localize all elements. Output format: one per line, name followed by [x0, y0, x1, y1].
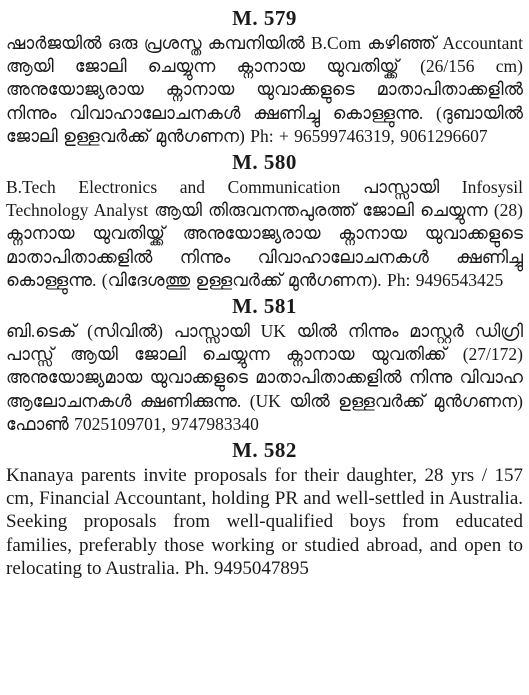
listing-m581: [6, 292, 523, 436]
listing-text: Knanaya parents invite proposals for their daughter, 28 yrs / 157 cm, Financial Accountant, holding PR and well-settled in Australia. Seeking proposals from well-qualified boys from educated families, preferably those working or studied abroad, and open to relocating to Australia. Ph. 9495047895: [6, 465, 523, 579]
listing-m579: [6, 4, 523, 148]
listing-id: M. 582: [232, 438, 297, 463]
listing-id: M. 580: [232, 150, 297, 175]
listing-id: M. 579: [232, 6, 297, 30]
listing-text: B.Tech Electronics and Communication പാസ്സായി Infosysil Technology Analyst ആയി തിരുവനന്തപുരത്ത് ജോലി ചെയ്യുന്ന (28) ക്നാനായ യുവതിയ്ക്ക് അനുയോജ്യരായ ക്നാനായ യുവാക്കളുടെ മാതാപിതാക്കളിൽ നിന്നും വിവാഹാലോചനകൾ ക്ഷണിച്ചു കൊള്ളുന്നു. (വിദേശത്തു ഉള്ളവർക്ക് മുൻഗണന). Ph: 9496543425: [6, 177, 523, 290]
listing-m582: [6, 436, 523, 580]
listing-text: ബി.ടെക് (സിവിൽ) പാസ്സായി UK യിൽ നിന്നും മാസ്റ്റർ ഡിഗ്രി പാസ്സ് ആയി ജോലി ചെയ്യുന്ന ക്നാനായ യുവതിക്ക് (27/172) അനുയോജ്യമായ യുവാക്കളുടെ മാതാപിതാക്കളിൽ നിന്നു വിവാഹ ആലോചനകൾ ക്ഷണിക്കുന്നു. (UK യിൽ ഉള്ളവർക്ക് മുൻഗണന) ഫോൺ 7025109701, 9747983340: [6, 321, 523, 434]
listing-id: M. 581: [232, 294, 297, 319]
listing-m580: [6, 148, 523, 292]
listing-text: ഷാർജയിൽ ഒരു പ്രശസ്ത കമ്പനിയിൽ B.Com കഴിഞ്ഞ് Accountant ആയി ജോലി ചെയ്യുന്ന ക്നാനായ യുവതിയ്ക്ക് (26/156 cm) അനുയോജ്യരായ ക്നാനായ യുവാക്കളുടെ മാതാപിതാക്കളിൽ നിന്നും വിവാഹാലോചനകൾ ക്ഷണിച്ചു കൊള്ളുന്നു. (ദുബായിൽ ജോലി ഉള്ളവർക്ക് മുൻഗണന) Ph: + 96599746319, 9061296607: [6, 33, 523, 146]
